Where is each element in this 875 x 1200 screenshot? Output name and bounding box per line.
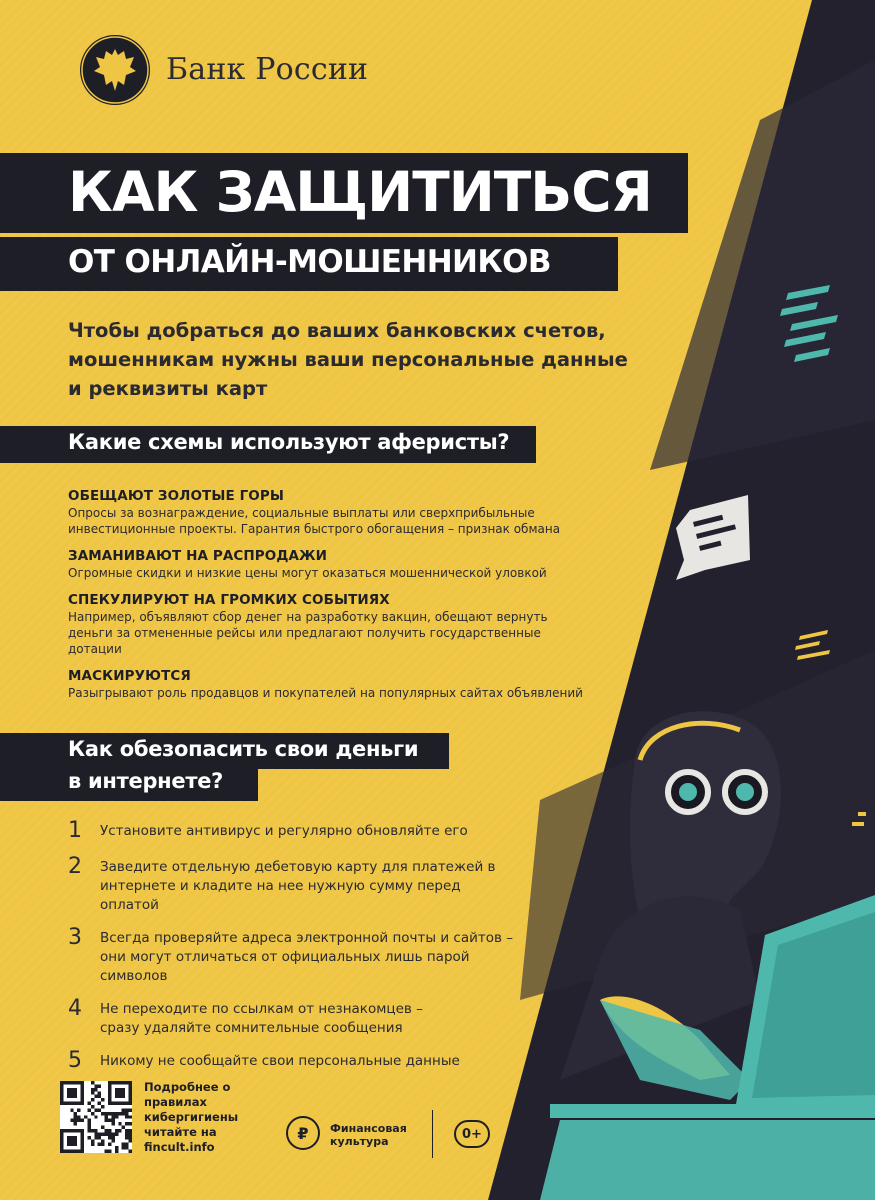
step-number: 5 bbox=[68, 1048, 82, 1073]
schemes-list bbox=[68, 487, 588, 711]
scheme-item bbox=[68, 547, 588, 581]
page-subtitle: ОТ ОНЛАЙН-МОШЕННИКОВ bbox=[68, 244, 551, 280]
step-text: Никому не сообщайте свои персональные данные bbox=[100, 1053, 460, 1069]
step-item bbox=[68, 854, 548, 915]
step-number: 3 bbox=[68, 925, 82, 950]
scheme-text: Опросы за вознаграждение, социальные выплаты или сверхприбыльные инвестиционные проекты. Гарантия быстрого обогащения – признак обмана bbox=[68, 506, 561, 536]
age-rating-badge: 0+ bbox=[454, 1120, 490, 1148]
scheme-text: Разыгрывают роль продавцов и покупателей на популярных сайтах объявлений bbox=[68, 686, 583, 700]
scheme-item bbox=[68, 487, 588, 537]
step-item bbox=[68, 996, 548, 1038]
footer-divider bbox=[432, 1110, 433, 1158]
scheme-item bbox=[68, 667, 588, 701]
step-text: Заведите отдельную дебетовую карту для платежей в интернете и кладите на нее нужную сумму перед оплатой bbox=[100, 859, 496, 913]
more-info-text: Подробнее о правилах кибергигиены читайте на fincult.info bbox=[144, 1080, 239, 1154]
scheme-text: Огромные скидки и низкие цены могут оказаться мошеннической уловкой bbox=[68, 566, 547, 580]
step-number: 1 bbox=[68, 818, 82, 843]
scheme-item bbox=[68, 591, 588, 657]
step-number: 2 bbox=[68, 854, 82, 879]
schemes-heading: Какие схемы используют аферисты? bbox=[68, 430, 510, 454]
step-text: Всегда проверяйте адреса электронной почты и сайтов – они могут отличаться от официальных лишь парой символов bbox=[100, 930, 513, 984]
safety-steps bbox=[68, 818, 548, 1074]
fin-culture-label: Финансовая культура bbox=[330, 1122, 407, 1148]
scheme-title: СПЕКУЛИРУЮТ НА ГРОМКИХ СОБЫТИЯХ bbox=[68, 592, 390, 608]
safety-heading-line2: в интернете? bbox=[68, 769, 224, 793]
scheme-title: МАСКИРУЮТСЯ bbox=[68, 668, 191, 684]
scheme-text: Например, объявляют сбор денег на разработку вакцин, обещают вернуть деньги за отмененные рейсы или предлагают получить государственные дотации bbox=[68, 610, 548, 656]
scheme-title: ЗАМАНИВАЮТ НА РАСПРОДАЖИ bbox=[68, 548, 328, 564]
step-number: 4 bbox=[68, 996, 82, 1021]
safety-heading-line1: Как обезопасить свои деньги bbox=[68, 737, 419, 761]
step-item bbox=[68, 818, 548, 844]
qr-code-icon[interactable] bbox=[60, 1081, 132, 1153]
step-text: Не переходите по ссылкам от незнакомцев – сразу удаляйте сомнительные сообщения bbox=[100, 1001, 423, 1036]
step-item bbox=[68, 1048, 548, 1074]
ruble-icon: ₽ bbox=[286, 1116, 320, 1150]
bank-emblem-icon bbox=[80, 35, 150, 105]
scheme-title: ОБЕЩАЮТ ЗОЛОТЫЕ ГОРЫ bbox=[68, 488, 284, 504]
step-text: Установите антивирус и регулярно обновляйте его bbox=[100, 823, 468, 839]
page-title: КАК ЗАЩИТИТЬСЯ bbox=[68, 160, 652, 224]
step-item bbox=[68, 925, 548, 986]
intro-text: Чтобы добраться до ваших банковских счетов, мошенникам нужны ваши персональные данные и реквизиты карт bbox=[68, 319, 628, 400]
bank-name: Банк России bbox=[166, 52, 369, 87]
